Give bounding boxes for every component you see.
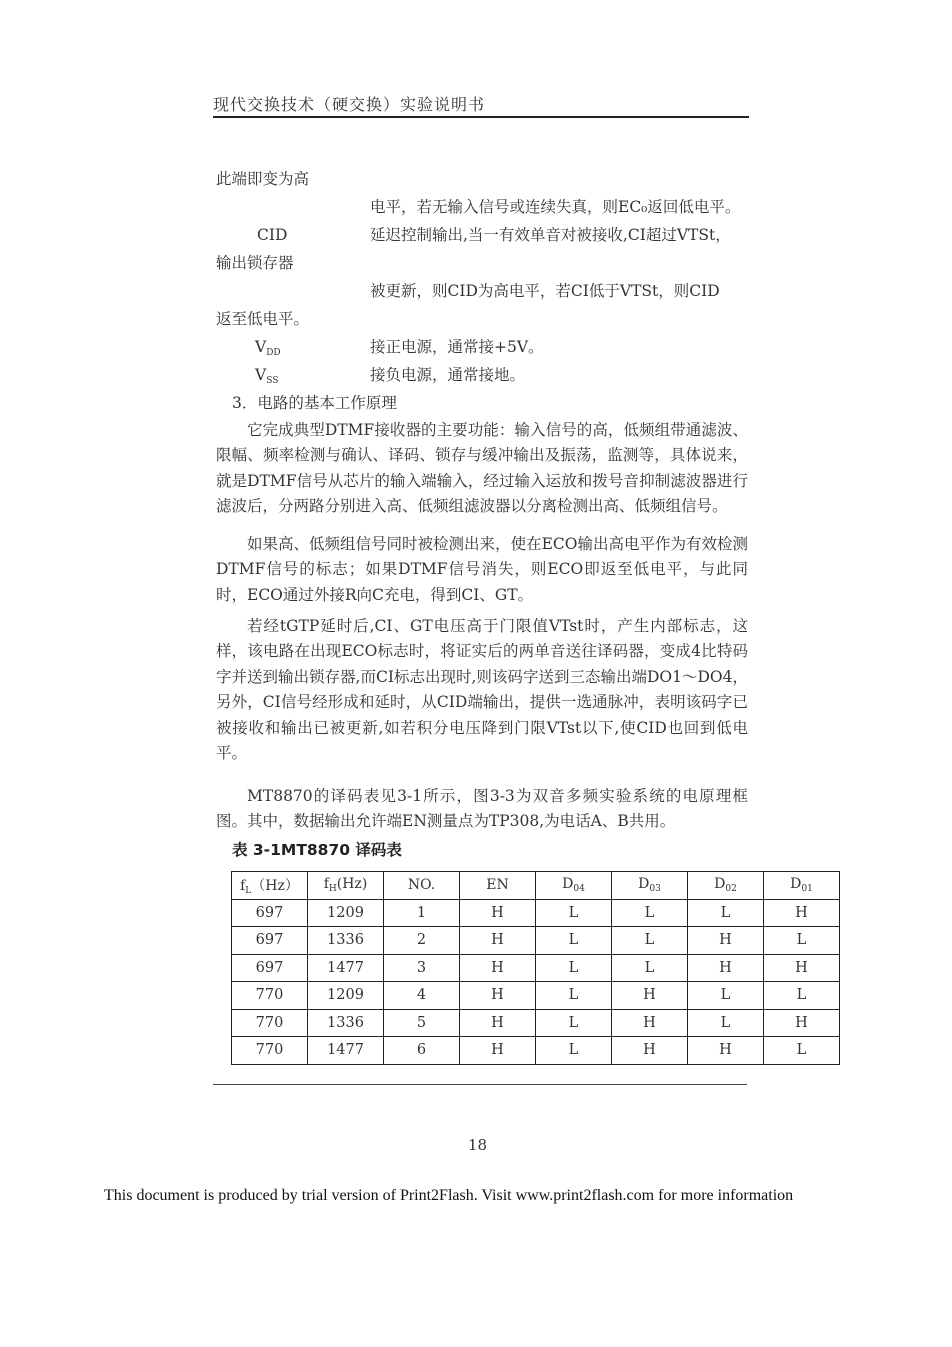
header-cell: $D_{04}$: [536, 872, 612, 900]
table-header-row: [232, 872, 840, 900]
table-cell: H: [460, 982, 536, 1010]
pin-label-cid: CID: [257, 226, 288, 244]
table-cell: L: [536, 927, 612, 955]
table-cell: L: [612, 899, 688, 927]
vdd-main: V: [255, 338, 267, 356]
table-cell: 4: [384, 982, 460, 1010]
paragraph: 它完成典型DTMF接收器的主要功能：输入信号的高，低频组带通滤波、限幅、频率检测与确认、译码、锁存与缓冲输出及振荡，监测等，具体说来，就是DTMF信号从芯片的输入端输入，经过输入运放和拨号音抑制滤波器进行滤波后，分两路分别进入高、低频组滤波器以分离检测出高、低频组信号。: [216, 421, 748, 516]
section-heading: 3．电路的基本工作原理: [232, 394, 397, 412]
vss-main: V: [255, 366, 267, 384]
pin-desc-line: 电平，若无输入信号或连续失真，则EC₀返回低电平。: [370, 198, 741, 216]
table-row: [232, 1037, 840, 1065]
header-cell: $f_L(Hz)$: [232, 872, 308, 900]
header-cell: EN: [460, 872, 536, 900]
header-cell: $D_{02}$: [688, 872, 764, 900]
vdd-sub: DD: [266, 348, 281, 358]
table-cell: L: [688, 899, 764, 927]
table-cell: H: [764, 1009, 840, 1037]
table-cell: L: [688, 1009, 764, 1037]
table-cell: 1209: [308, 982, 384, 1010]
table-cell: 697: [232, 899, 308, 927]
table-cell: 5: [384, 1009, 460, 1037]
table-cell: H: [460, 1037, 536, 1065]
table-cell: 1477: [308, 1037, 384, 1065]
paragraph: MT8870的译码表见3-1所示，图3-3为双音多频实验系统的电原理框图。其中，数据输出允许端EN测量点为TP308,为电话A、B共用。: [216, 787, 748, 831]
table-cell: 770: [232, 1009, 308, 1037]
table-cell: 1: [384, 899, 460, 927]
paragraph: 若经tGTP延时后,CI、GT电压高于门限值VTst时，产生内部标志，这样，该电路在出现ECO标志时，将证实后的两单音送往译码器，变成4比特码字并送到输出锁存器,而CI标志出现时,则该码字送到三态输出端DO1～DO4，另外，CI信号经形成和延时，从CID端输出，提供一选通脉冲，表明该码字已被接收和输出已被更新,如若积分电压降到门限VTst以下,使CID也回到低电平。: [216, 617, 748, 763]
table-cell: 3: [384, 954, 460, 982]
table-cell: 770: [232, 1037, 308, 1065]
page-number: 18: [468, 1136, 488, 1154]
table-cell: L: [536, 899, 612, 927]
table-cell: 1209: [308, 899, 384, 927]
table-cell: H: [612, 1037, 688, 1065]
table-cell: 2: [384, 927, 460, 955]
table-cell: 697: [232, 927, 308, 955]
pin-desc-line: 返至低电平。: [216, 310, 310, 328]
header-cell: $f_H(Hz)$: [308, 872, 384, 900]
paragraph: 如果高、低频组信号同时被检测出来，使在ECO输出高电平作为有效检测DTMF信号的标志；如果DTMF信号消失，则ECO即返至低电平，与此同时，ECO通过外接R向C充电，得到CI、GT。: [216, 535, 748, 604]
decode-table: [231, 871, 840, 1065]
table-cell: H: [688, 927, 764, 955]
table-cell: H: [460, 954, 536, 982]
pin-desc-line: 延迟控制输出,当一有效单音对被接收,CI超过VTSt，: [370, 226, 731, 244]
table-cell: L: [764, 1037, 840, 1065]
table-cell: H: [460, 927, 536, 955]
table-cell: H: [688, 1037, 764, 1065]
table-cell: 1336: [308, 927, 384, 955]
header-cell: $D_{01}$: [764, 872, 840, 900]
pin-desc-line: 接正电源，通常接+5V。: [370, 338, 544, 356]
table-cell: H: [612, 982, 688, 1010]
table-cell: L: [764, 927, 840, 955]
page-header-title: 现代交换技术（硬交换）实验说明书: [213, 95, 486, 114]
table-cell: 6: [384, 1037, 460, 1065]
table-cell: L: [764, 982, 840, 1010]
table-caption: 表 3-1MT8870 译码表: [232, 841, 402, 859]
table-cell: L: [536, 1037, 612, 1065]
header-cell: $D_{03}$: [612, 872, 688, 900]
pin-label-vss: [255, 365, 278, 391]
table-cell: H: [460, 1009, 536, 1037]
table-cell: H: [612, 1009, 688, 1037]
table-cell: L: [536, 1009, 612, 1037]
vss-sub: SS: [266, 376, 279, 386]
trial-watermark-notice: This document is produced by trial version of Print2Flash. Visit www.print2flash.com for more information: [104, 1187, 794, 1204]
table-cell: H: [688, 954, 764, 982]
pin-desc-line: 被更新，则CID为高电平，若CI低于VTSt，则CID: [370, 282, 720, 300]
pin-label-vdd: [255, 337, 281, 363]
table-cell: L: [536, 954, 612, 982]
table-cell: 1336: [308, 1009, 384, 1037]
table-cell: H: [460, 899, 536, 927]
header-cell: NO.: [384, 872, 460, 900]
footer-rule: [213, 1084, 747, 1085]
table-row: [232, 1009, 840, 1037]
table-cell: H: [764, 954, 840, 982]
pin-desc-line: 输出锁存器: [216, 254, 294, 272]
table-row: [232, 899, 840, 927]
pin-desc-line: 接负电源，通常接地。: [370, 366, 526, 384]
table-row: [232, 954, 840, 982]
table-cell: L: [612, 954, 688, 982]
header-rule: [213, 116, 749, 118]
table-cell: H: [764, 899, 840, 927]
table-cell: 1477: [308, 954, 384, 982]
table-row: [232, 982, 840, 1010]
table-cell: L: [536, 982, 612, 1010]
pin-desc-line: 此端即变为高: [216, 170, 310, 188]
table-cell: 697: [232, 954, 308, 982]
table-row: [232, 927, 840, 955]
table-cell: 770: [232, 982, 308, 1010]
table-cell: L: [688, 982, 764, 1010]
table-cell: L: [612, 927, 688, 955]
